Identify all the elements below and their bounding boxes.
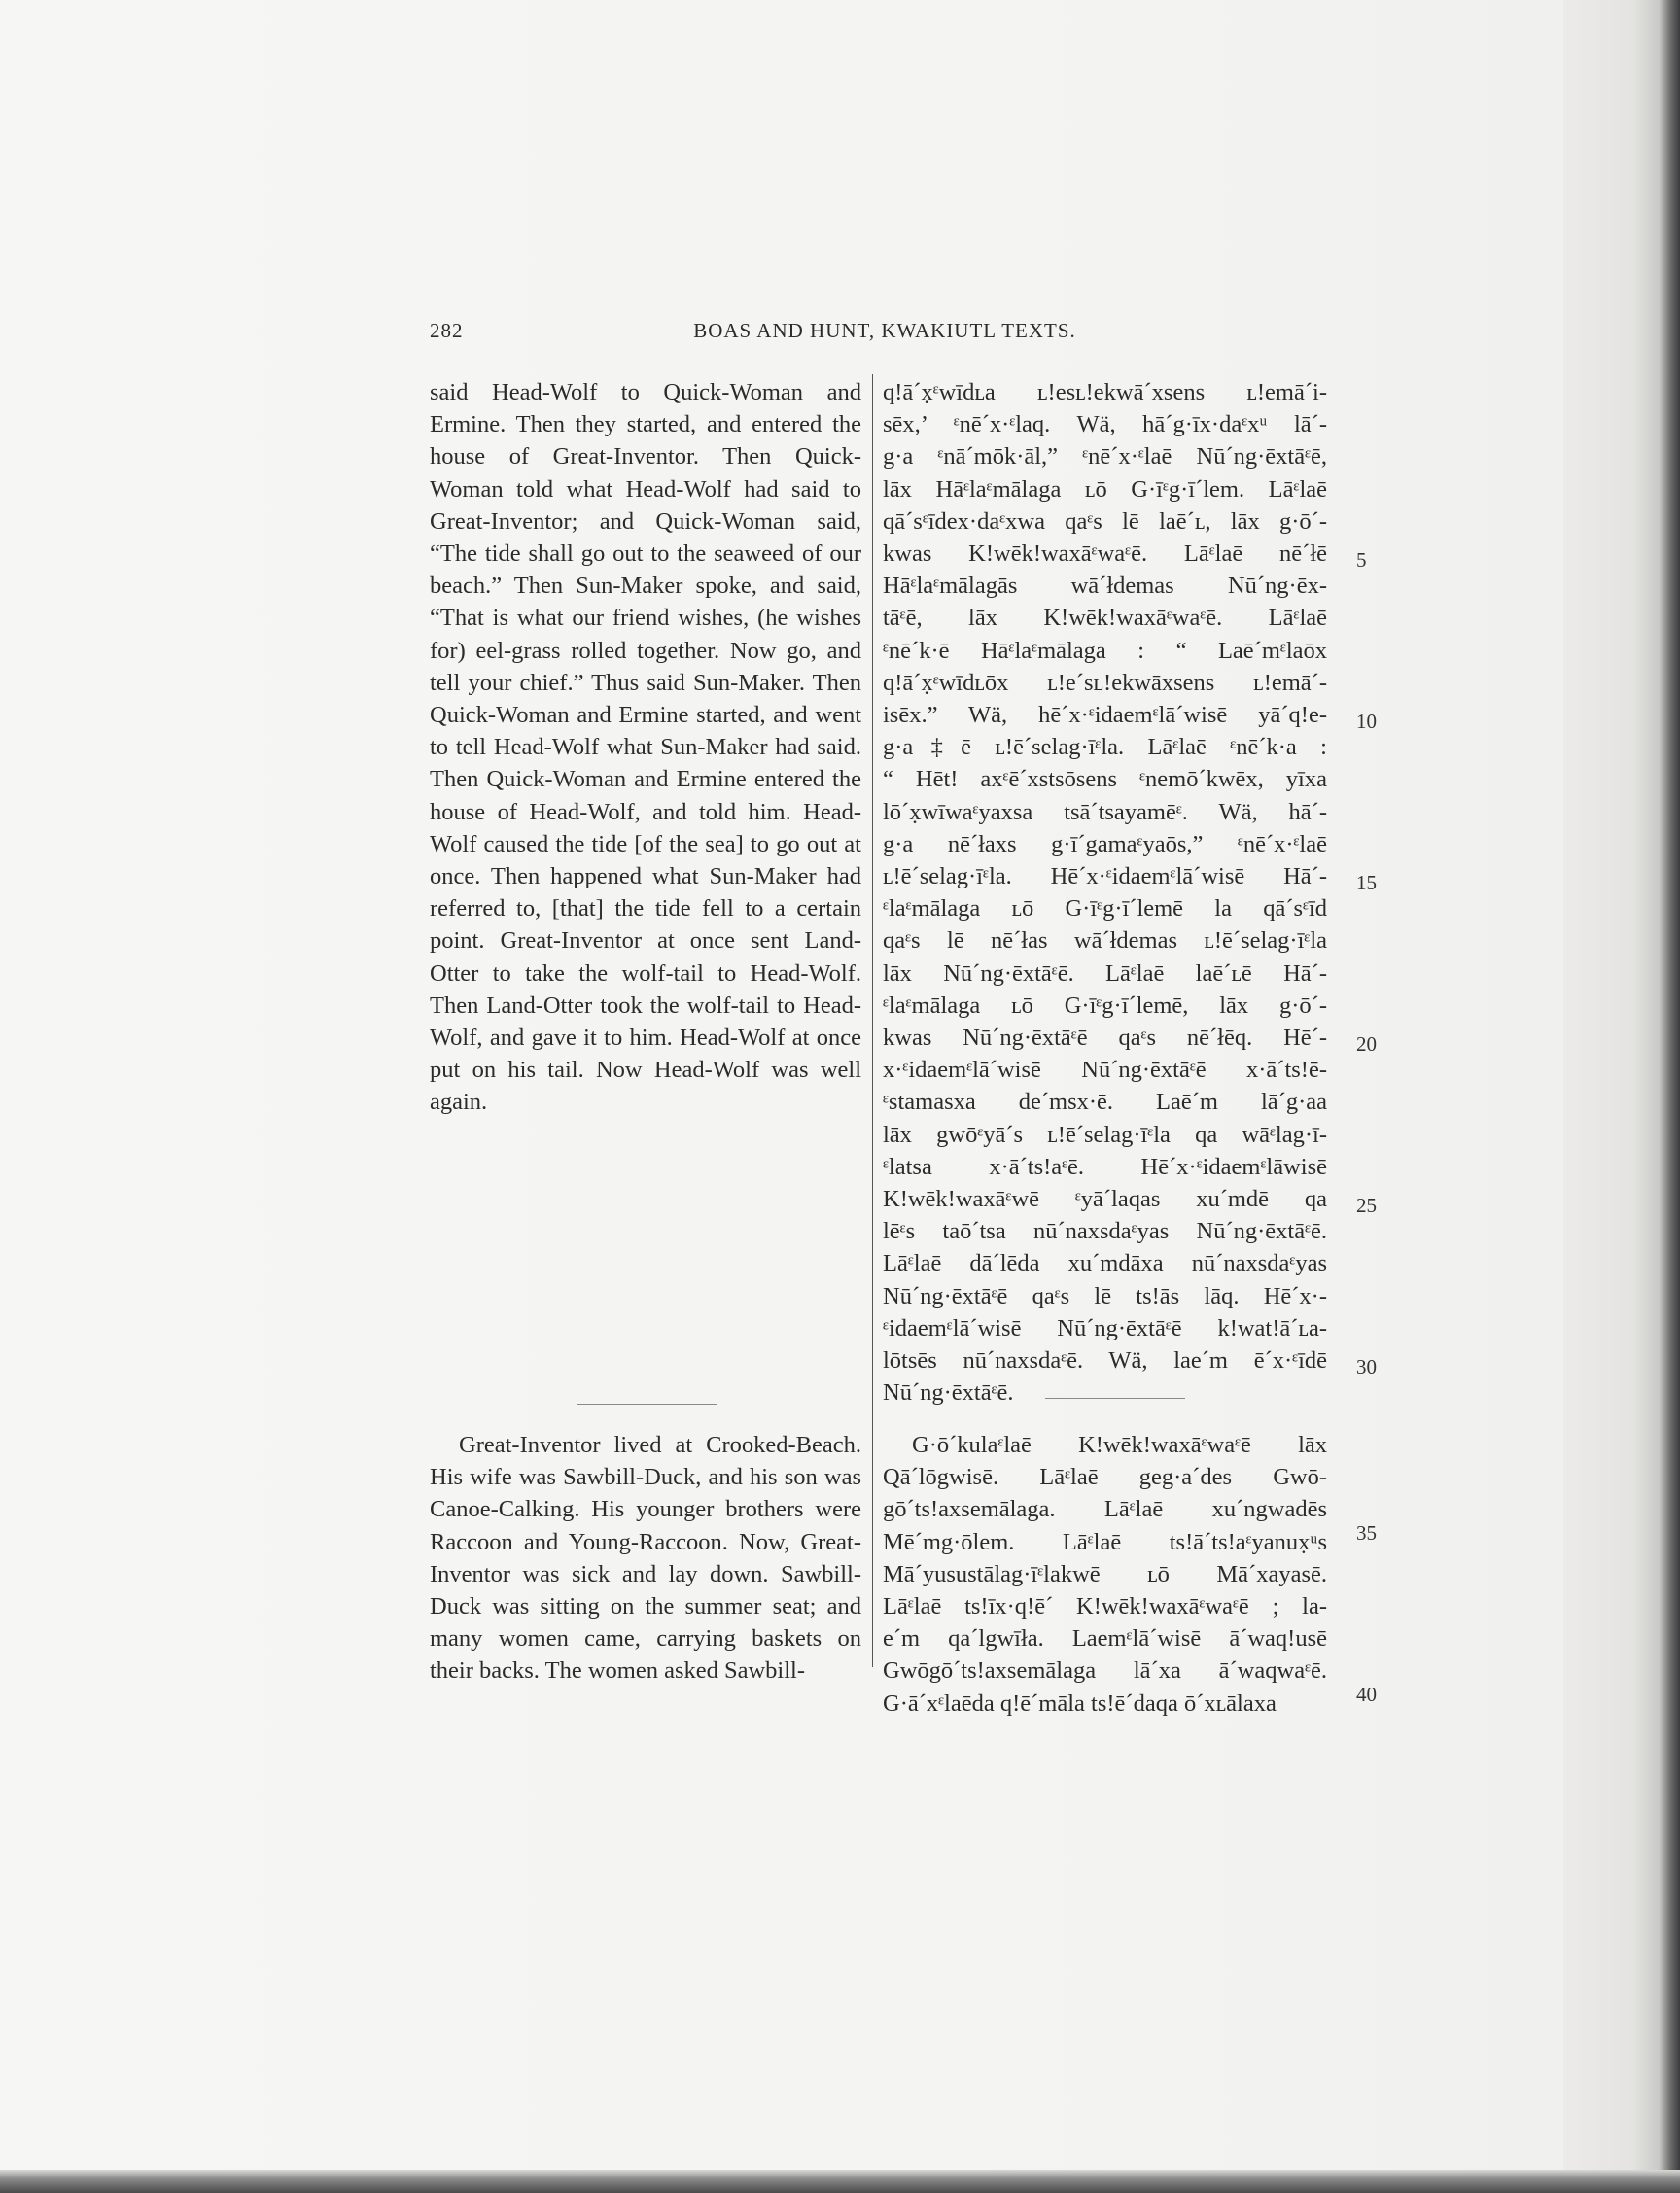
kwakiutl-line: lēᵋs taō´tsa nū´naxsdaᵋyas Nū´ng·ēxtāᵋē. xyxy=(883,1218,1327,1245)
book-spine-shadow xyxy=(1563,0,1680,2193)
running-header xyxy=(430,319,1340,348)
kwakiutl-line: qā´sᵋīdex·daᵋxwa qaᵋs lē laē´ʟ, lāx g·ō´- xyxy=(883,507,1327,535)
kwakiutl-text-1 xyxy=(883,376,1327,1410)
kwakiutl-line: lāx Hāᵋlaᵋmālaga ʟō G·īᵋg·ī´lem. Lāᵋlaē xyxy=(883,475,1327,503)
kwakiutl-line: isēx.” Wä, hē´x·ᵋidaemᵋlā´wisē yā´q!e- xyxy=(883,702,1327,729)
running-title: BOAS AND HUNT, KWAKIUTL TEXTS. xyxy=(693,319,1076,342)
page-number: 282 xyxy=(430,319,464,342)
kwakiutl-line: lōtsēs nū´naxsdaᵋē. Wä, lae´m ē´x·ᵋīdē xyxy=(883,1347,1327,1375)
kwakiutl-line: tāᵋē, lāx K!wēk!waxāᵋwaᵋē. Lāᵋlaē xyxy=(883,605,1327,632)
kwakiutl-line: e´m qa´lgwīła. Laemᵋlā´wisē ā´waq!usē xyxy=(883,1625,1327,1653)
line-number: 5 xyxy=(1356,548,1367,572)
kwakiutl-line: gō´ts!axsemālaga. Lāᵋlaē xu´ngwadēs xyxy=(883,1496,1327,1523)
column-separator-rule xyxy=(872,374,873,1667)
kwakiutl-line: G·ō´kulaᵋlaē K!wēk!waxāᵋwaᵋē lāx xyxy=(912,1432,1327,1458)
kwakiutl-line: x·ᵋidaemᵋlā´wisē Nū´ng·ēxtāᵋē x·ā´ts!ē- xyxy=(883,1057,1327,1084)
kwakiutl-line: kwas Nū´ng·ēxtāᵋē qaᵋs nē´łēq. Hē´- xyxy=(883,1025,1327,1052)
kwakiutl-line: kwas K!wēk!waxāᵋwaᵋē. Lāᵋlaē nē´łē xyxy=(883,540,1327,568)
scan-bottom-edge xyxy=(0,2170,1680,2193)
kwakiutl-text-2 xyxy=(883,1429,1327,1720)
kwakiutl-line: qaᵋs lē nē´łas wā´łdemas ʟ!ē´selag·īᵋla xyxy=(883,927,1327,955)
kwakiutl-line: Gwōgō´ts!axsemālaga lā´xa ā´waqwaᵋē. xyxy=(883,1657,1327,1685)
kwakiutl-line: ᵋstamasxa de´msx·ē. Laē´m lā´g·aa xyxy=(883,1089,1327,1116)
line-number: 20 xyxy=(1356,1032,1377,1056)
kwakiutl-line: Nū´ng·ēxtāᵋē. xyxy=(883,1379,1014,1407)
kwakiutl-line: lāx Nū´ng·ēxtāᵋē. Lāᵋlaē laē´ʟē Hā´- xyxy=(883,959,1327,987)
english-paragraph: Great-Inventor lived at Crooked-Beach. His wife was Sawbill-Duck, and his son was Canoe-Calking. His younger brothers were Raccoon and Young-Raccoon. Now, Great-Inventor was sick and lay down. Sawbill-Duck was sitting on the summer seat; and many women came, carrying baskets on their backs. The women asked Sawbill- xyxy=(430,1432,861,1685)
kwakiutl-line: Mā´yusustālag·īᵋlakwē ʟō Mā´xayasē. xyxy=(883,1560,1327,1587)
english-paragraph: said Head-Wolf to Quick-Woman and Ermine. Then they started, and entered the house of Great-Inventor. Then Quick-Woman told what Head-Wolf had said to Great-Inventor; and Quick-Woman said, “The tide shall go out to the seaweed of our beach.” Then Sun-Maker spoke, and said, “That is what our friend wishes, (he wishes for) eel-grass rolled together. Now go, and tell your chief.” Thus said Sun-Maker. Then Quick-Woman and Ermine started, and went to tell Head-Wolf what Sun-Maker had said. Then Quick-Woman and Ermine entered the house of Head-Wolf, and told him. Head-Wolf caused the tide [of the sea] to go out at once. Then happened what Sun-Maker had referred to, [that] the tide fell to a certain point. Great-Inventor at once sent Land-Otter to take the wolf-tail to Head-Wolf. Then Land-Otter took the wolf-tail to Head-Wolf, and gave it to him. Head-Wolf at once put on his tail. Now Head-Wolf was well again. xyxy=(430,379,861,1116)
line-number: 35 xyxy=(1356,1521,1377,1545)
kwakiutl-line: lō´x̣wīwaᵋyaxsa tsā´tsayamēᵋ. Wä, hā´- xyxy=(883,798,1327,825)
kwakiutl-line: q!ā´x̣ᵋwīdʟa ʟ!esʟ!ekwā´xsens ʟ!emā´i- xyxy=(883,379,1327,405)
kwakiutl-line: ᵋlaᵋmālaga ʟō G·īᵋg·ī´lemē la qā´sᵋīd xyxy=(883,895,1327,922)
kwakiutl-line: g·a nē´łaxs g·ī´gamaᵋyaōs,” ᵋnē´x·ᵋlaē xyxy=(883,830,1327,857)
section-divider-right xyxy=(1045,1398,1185,1399)
kwakiutl-line: “ Hēt! axᵋē´xstsōsens ᵋnemō´kwēx, yīxa xyxy=(883,766,1327,793)
kwakiutl-line: sēx,’ ᵋnē´x·ᵋlaq. Wä, hā´g·īx·daᵋxᵘ lā´- xyxy=(883,411,1327,438)
kwakiutl-line: Nū´ng·ēxtāᵋē qaᵋs lē ts!ās lāq. Hē´x·- xyxy=(883,1282,1327,1309)
kwakiutl-line: Lāᵋlaē ts!īx·q!ē´ K!wēk!waxāᵋwaᵋē ; la- xyxy=(883,1593,1327,1620)
kwakiutl-line: Mē´mg·ōlem. Lāᵋlaē ts!ā´ts!aᵋyanux̣ᵘs xyxy=(883,1528,1327,1555)
kwakiutl-line: Lāᵋlaē dā´lēda xu´mdāxa nū´naxsdaᵋyas xyxy=(883,1250,1327,1277)
english-translation-2 xyxy=(430,1429,861,1688)
kwakiutl-line: ᵋnē´k·ē Hāᵋlaᵋmālaga : “ Laē´mᵋlaōx xyxy=(883,637,1327,664)
kwakiutl-line: ᵋlaᵋmālaga ʟō G·īᵋg·ī´lemē, lāx g·ō´- xyxy=(883,992,1327,1019)
kwakiutl-line: ʟ!ē´selag·īᵋla. Hē´x·ᵋidaemᵋlā´wisē Hā´- xyxy=(883,863,1327,890)
kwakiutl-line: g·a ᵋnā´mōk·āl,” ᵋnē´x·ᵋlaē Nū´ng·ēxtāᵋē, xyxy=(883,443,1327,470)
kwakiutl-line: Hāᵋlaᵋmālagās wā´łdemas Nū´ng·ēx- xyxy=(883,573,1327,600)
line-number: 40 xyxy=(1356,1683,1377,1706)
line-number: 15 xyxy=(1356,871,1377,894)
section-divider-left xyxy=(577,1404,717,1405)
kwakiutl-line: lāx gwōᵋyā´s ʟ!ē´selag·īᵋla qa wāᵋlag·ī- xyxy=(883,1121,1327,1148)
kwakiutl-line: ᵋlatsa x·ā´ts!aᵋē. Hē´x·ᵋidaemᵋlāwisē xyxy=(883,1153,1327,1180)
kwakiutl-line: ᵋidaemᵋlā´wisē Nū´ng·ēxtāᵋē k!wat!ā´ʟa- xyxy=(883,1314,1327,1341)
line-number: 30 xyxy=(1356,1355,1377,1378)
kwakiutl-line: Qā´lōgwisē. Lāᵋlaē geg·a´des Gwō- xyxy=(883,1464,1327,1491)
kwakiutl-line: K!wēk!waxāᵋwē ᵋyā´laqas xu´mdē qa xyxy=(883,1186,1327,1213)
kwakiutl-line: g·a‡ē ʟ!ē´selag·īᵋla. Lāᵋlaē ᵋnē´k·a : xyxy=(883,734,1327,761)
english-translation-1 xyxy=(430,376,861,1119)
line-number: 10 xyxy=(1356,710,1377,733)
kwakiutl-line: q!ā´x̣ᵋwīdʟōx ʟ!e´sʟ!ekwāxsens ʟ!emā´- xyxy=(883,669,1327,696)
line-number: 25 xyxy=(1356,1194,1377,1217)
kwakiutl-line: G·ā´xᵋlaēda q!ē´māla ts!ē´daqa ō´xʟālaxa xyxy=(883,1689,1277,1717)
